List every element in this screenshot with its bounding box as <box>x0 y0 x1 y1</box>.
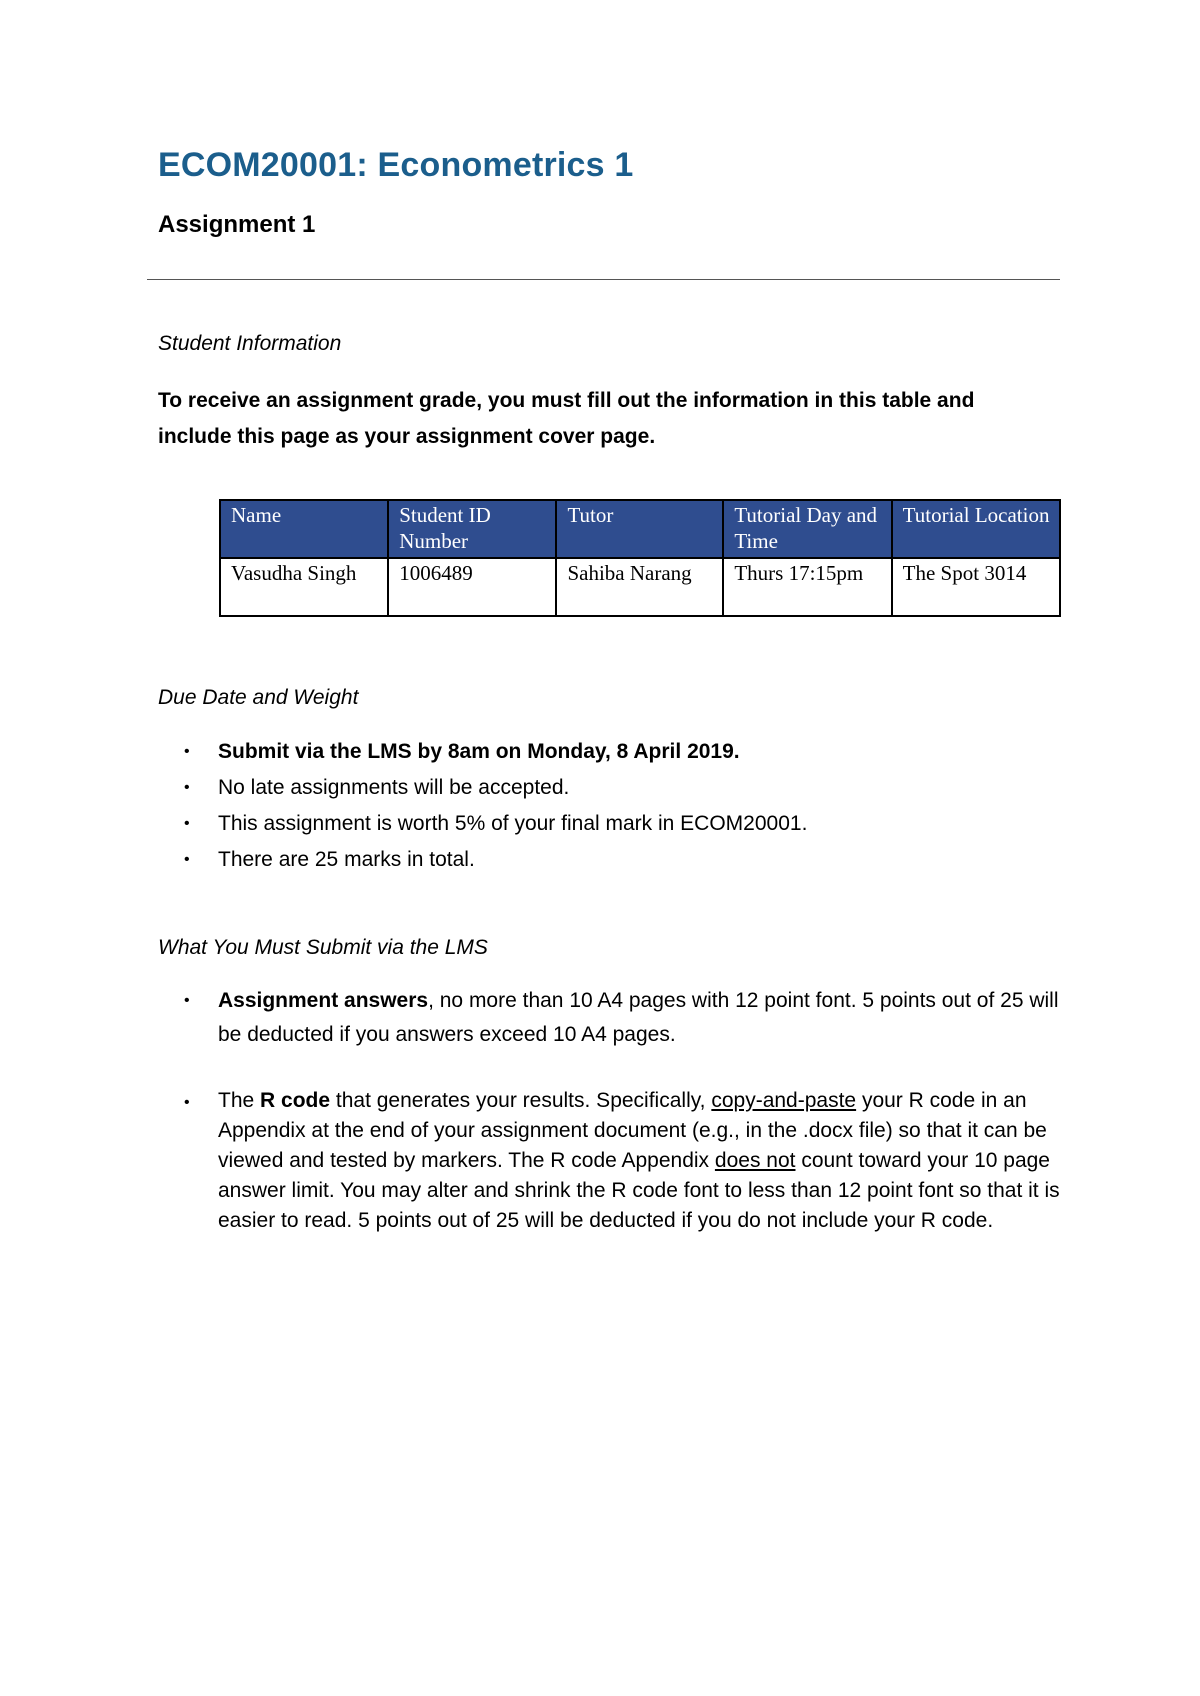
list-item <box>158 1086 1068 1236</box>
copy-and-paste-emphasis: copy-and-paste <box>711 1089 857 1112</box>
student-information-heading: Student Information <box>158 332 342 355</box>
tutorial-time-cell: Thurs 17:15pm <box>723 558 891 616</box>
rcode-text-3: your R code in an Appendix at the end of your assignment document (e.g., in the .docx file) so that it can be viewed and tested by markers. The R code Appendix <box>218 1089 1047 1172</box>
list-item <box>158 806 1068 842</box>
tutorial-location-cell: The Spot 3014 <box>892 558 1060 616</box>
table-header-cell: Tutor <box>556 500 723 558</box>
list-item <box>158 984 1068 1052</box>
late-policy: No late assignments will be accepted. <box>218 776 570 799</box>
course-title: ECOM20001: Econometrics 1 <box>158 146 634 184</box>
due-date-heading: Due Date and Weight <box>158 686 359 709</box>
bullet-icon: • <box>184 992 190 1009</box>
does-not-emphasis: does not <box>714 1149 796 1172</box>
table-header-cell: Name <box>220 500 388 558</box>
due-date-list <box>158 734 1068 878</box>
student-name-cell: Vasudha Singh <box>220 558 388 616</box>
table-header-row <box>220 500 1060 558</box>
bullet-icon: • <box>184 1094 190 1111</box>
assignment-answers-label: Assignment answers <box>218 989 429 1012</box>
table-header-cell: Student ID Number <box>388 500 556 558</box>
assignment-title: Assignment 1 <box>158 211 316 238</box>
table-header-cell: Tutorial Day and Time <box>723 500 891 558</box>
list-item <box>158 770 1068 806</box>
horizontal-divider <box>147 279 1060 280</box>
tutor-cell: Sahiba Narang <box>556 558 723 616</box>
rcode-label: R code <box>260 1089 331 1112</box>
submission-deadline: Submit via the LMS by 8am on Monday, 8 April 2019. <box>218 740 740 763</box>
bullet-icon: • <box>184 743 190 760</box>
submission-requirements-list <box>158 984 1068 1236</box>
bullet-icon: • <box>184 779 190 796</box>
list-item <box>158 734 1068 770</box>
bullet-icon: • <box>184 851 190 868</box>
table-row <box>220 558 1060 616</box>
student-info-table <box>219 499 1061 617</box>
assignment-answers-text: , no more than 10 A4 pages with 12 point font. 5 points out of 25 will be deducted if you answers exceed 10 A4 pages. <box>218 989 1059 1046</box>
rcode-text-2: that generates your results. Specifically, <box>330 1089 712 1112</box>
rcode-text-4: count toward your 10 page answer limit. You may alter and shrink the R code font to less than 12 point font so that it is easier to read. 5 points out of 25 will be deducted if you do not include your R code. <box>218 1149 1060 1232</box>
what-to-submit-heading: What You Must Submit via the LMS <box>158 936 488 959</box>
bullet-icon: • <box>184 815 190 832</box>
list-item <box>158 842 1068 878</box>
table-header-cell: Tutorial Location <box>892 500 1060 558</box>
rcode-text-1: The <box>218 1089 261 1112</box>
total-marks-text: There are 25 marks in total. <box>218 848 475 871</box>
student-id-cell: 1006489 <box>388 558 556 616</box>
weight-text: This assignment is worth 5% of your final mark in ECOM20001. <box>218 812 808 835</box>
student-information-instruction: To receive an assignment grade, you must fill out the information in this table and include this page as your assignment cover page. <box>158 389 975 448</box>
